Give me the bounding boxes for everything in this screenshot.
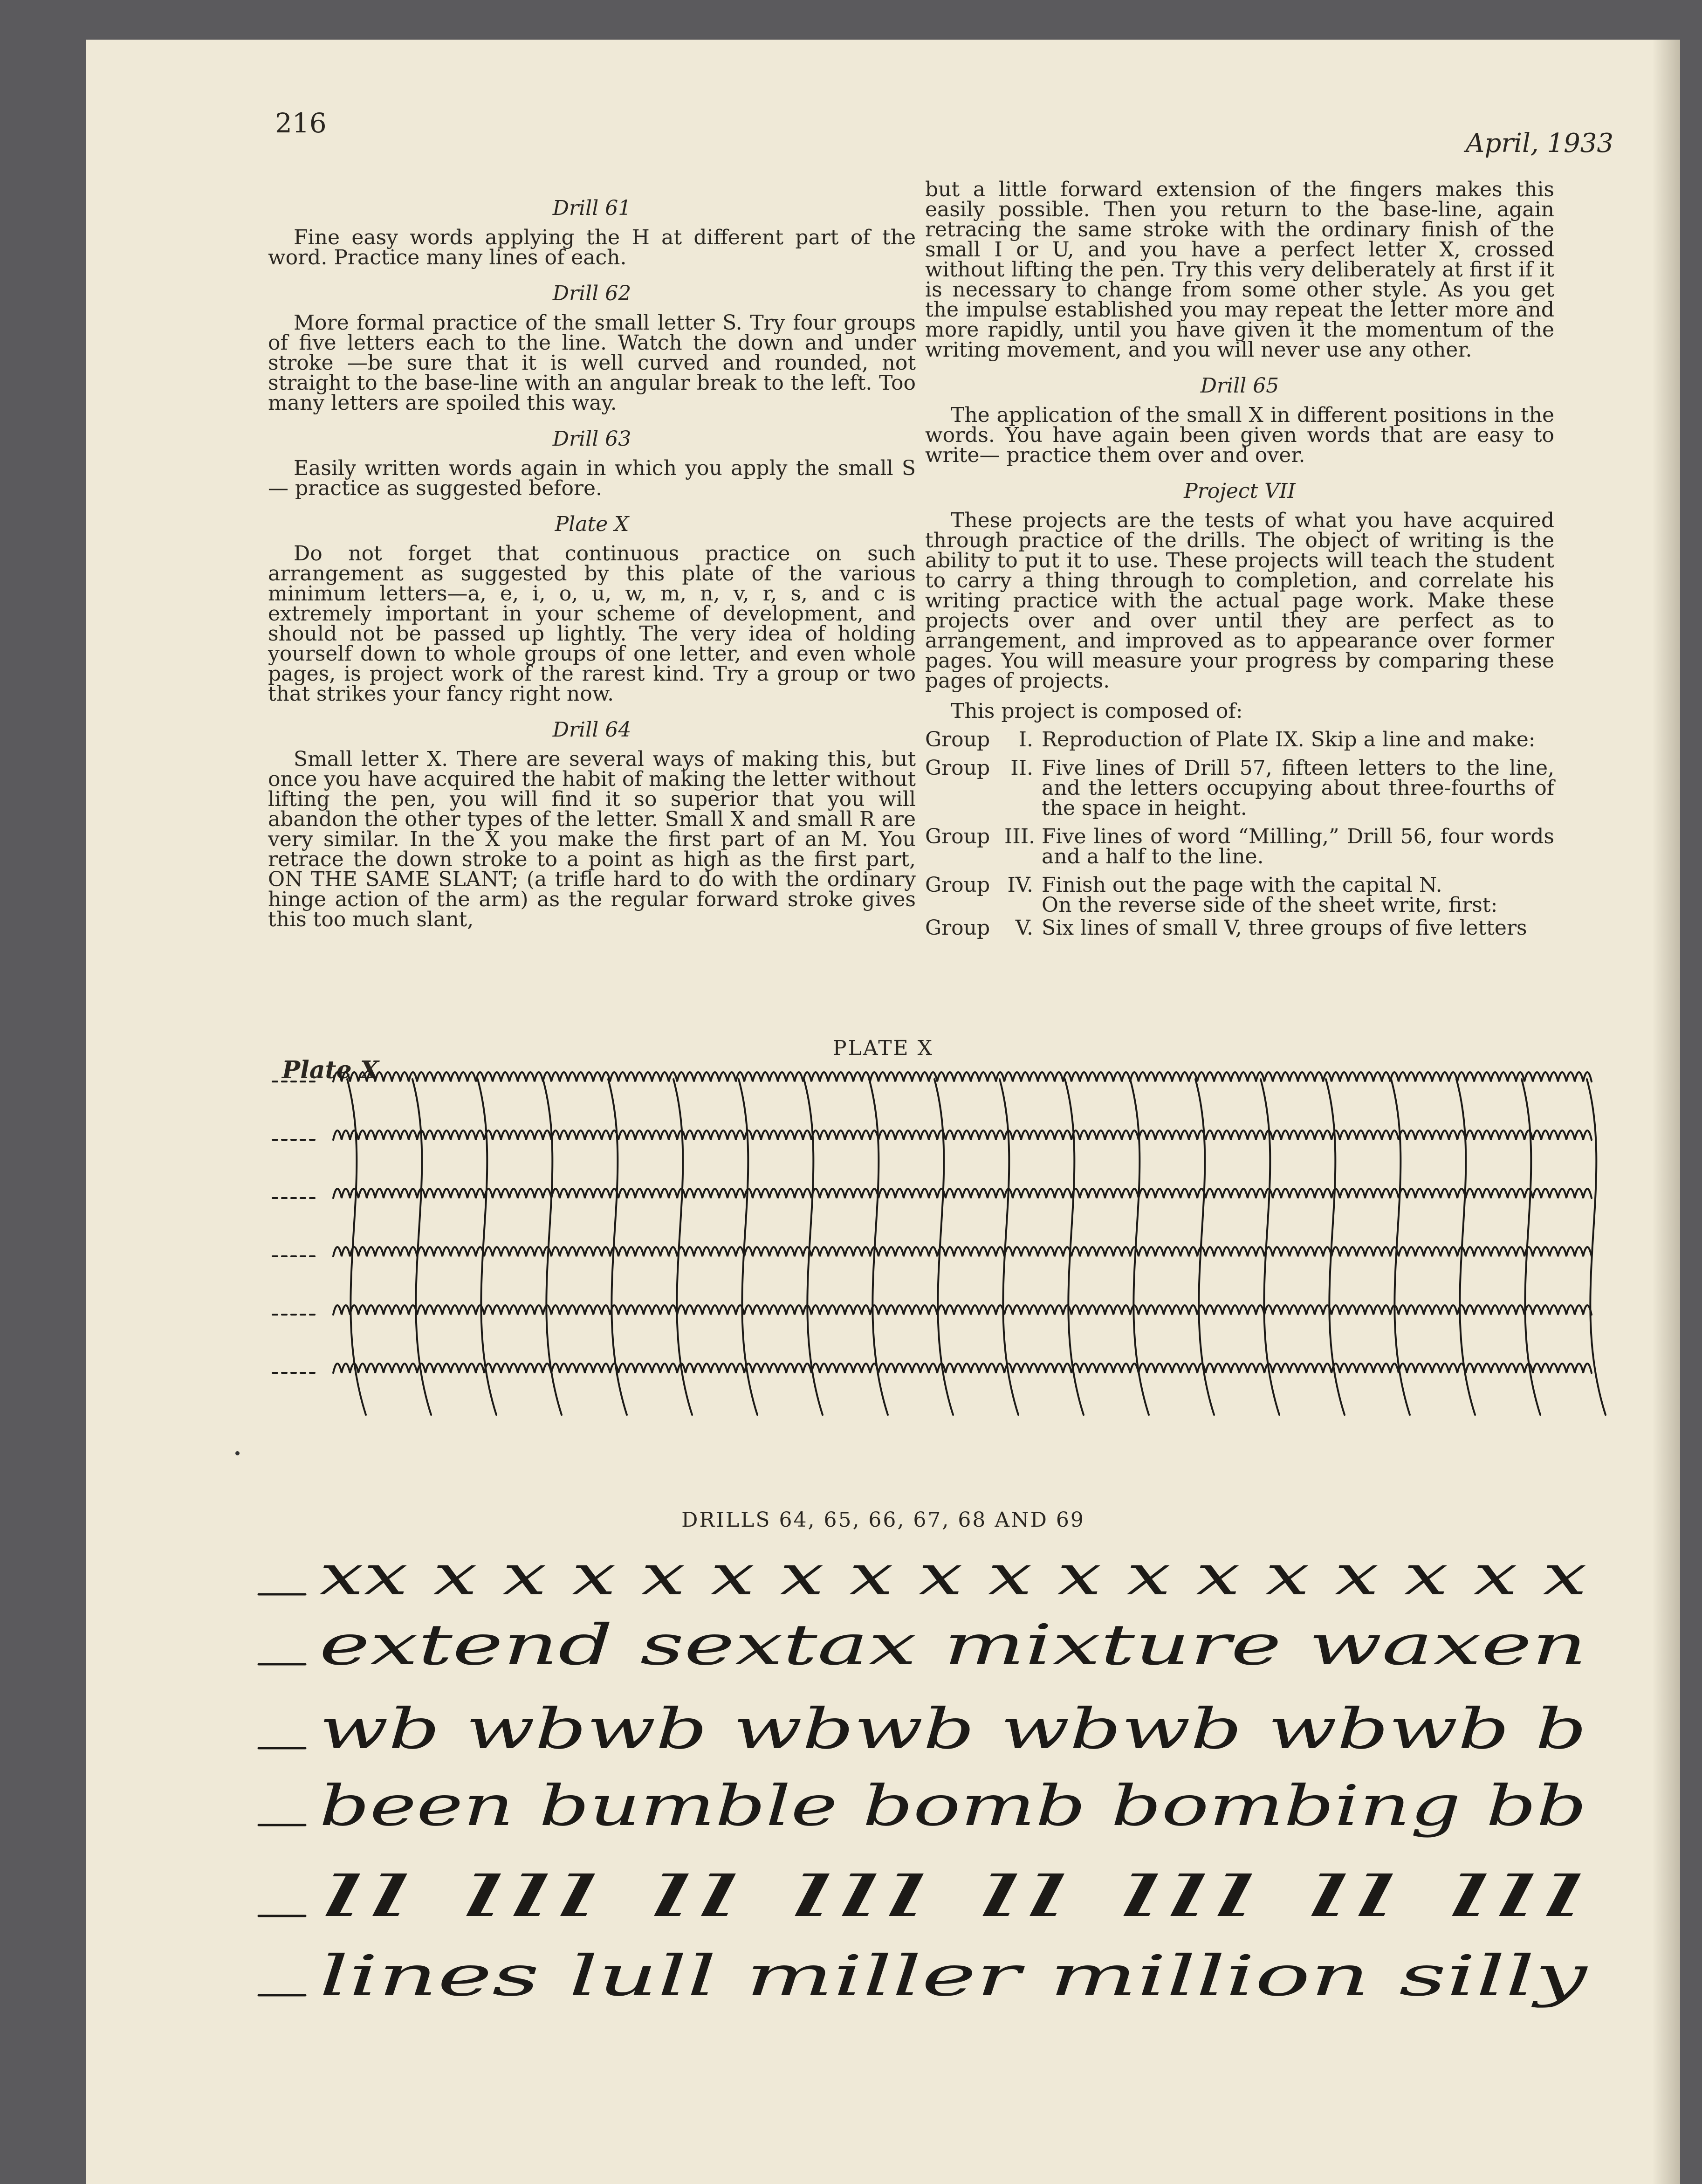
magazine-page [86, 40, 1680, 2184]
group-number: I. [1018, 728, 1033, 751]
plate-handwritten-label: Plate X [282, 1056, 379, 1084]
project-vii-heading: Project VII [1184, 479, 1296, 503]
script-drill-line: extend sextax mixture waxen [319, 1613, 1587, 1678]
reverse-side-line: On the reverse side of the sheet write, first: [1042, 893, 1498, 917]
drill-62-heading: Drill 62 [552, 282, 631, 305]
group-text: Five lines of word “Milling,” Drill 56, four words and a half to the line. [1042, 825, 1554, 868]
drill-63-heading: Drill 63 [552, 427, 631, 451]
script-drills [86, 40, 1680, 2184]
drill-64-heading: Drill 64 [552, 718, 631, 742]
group-label: Group [925, 916, 990, 940]
script-drill-line: lines lull miller million silly [319, 1944, 1589, 2009]
group-text: Six lines of small V, three groups of five letters [1042, 916, 1527, 940]
group-label: Group [925, 825, 990, 848]
group-label: Group [925, 756, 990, 780]
group-text: Reproduction of Plate IX. Skip a line and make: [1042, 728, 1536, 751]
drill-62-text: More formal practice of the small letter S. Try four groups of five letters each to the line. Watch the down and under stroke —be sure that it is well curved and rounded, not straight to the base-line with an angular break to the left. Too many letters are spoiled this way. [268, 311, 916, 415]
drills-caption: DRILLS 64, 65, 66, 67, 68 AND 69 [681, 1508, 1085, 1532]
drill-64-continuation: but a little forward extension of the fingers makes this easily possible. Then you return to the base-line, again retracing the same stroke with the ordinary finish of the small I or U, and you have a perfect letter X, crossed without lifting the pen. Try this very deliberately at first if it is necessary to change from some other style. As you get the impulse established you may repeat the letter more and more rapidly, until you have given it the momentum of the writing movement, and you will never use any other. [925, 178, 1554, 362]
group-label: Group [925, 728, 990, 751]
script-drill-line: ll lll ll lll ll lll ll lll [319, 1865, 1587, 1929]
drill-65-text: The application of the small X in different positions in the words. You have again been given words that are easy to write— practice them over and over. [925, 403, 1554, 467]
issue-date: April, 1933 [1466, 128, 1613, 158]
drill-64-text: Small letter X. There are several ways of making this, but once you have acquired the habit of making the letter without lifting the pen, you will find it so superior that you will abandon the other types of the letter. Small X and small R are very similar. In the X you make the first part of an M. You retrace the down stroke to a point as high as the first part, ON THE SAME SLANT; (a trifle hard to do with the ordinary hinge action of the arm) as the regular forward stroke gives this too much slant, [268, 747, 916, 931]
composed-of-line: This project is composed of: [951, 699, 1243, 723]
group-label: Group [925, 873, 990, 897]
plate-x-text: Do not forget that continuous practice on such arrangement as suggested by this plate of the various minimum letters—a, e, i, o, u, w, m, n, v, r, s, and c is extremely important in your scheme of development, and should not be passed up lightly. The very idea of holding yourself down to whole groups of one letter, and even whole pages, is project work of the rarest kind. Try a group or two that strikes your fancy right now. [268, 542, 916, 706]
plate-caption: PLATE X [833, 1036, 933, 1060]
drill-63-text: Easily written words again in which you apply the small S— practice as suggested before. [268, 456, 916, 500]
script-drill-line: wb wbwb wbwb wbwb wbwb b [319, 1697, 1587, 1762]
drill-61-text: Fine easy words applying the H at different part of the word. Practice many lines of each. [268, 226, 916, 269]
script-drill-line: xx x x x x x x x x x x x x x x x x x [319, 1543, 1587, 1608]
page-number: 216 [275, 107, 327, 139]
group-text: Finish out the page with the capital N. [1042, 873, 1442, 897]
group-number: IV. [1007, 873, 1033, 897]
drill-65-heading: Drill 65 [1200, 374, 1279, 398]
plate-x-heading: Plate X [555, 512, 629, 536]
project-vii-text: These projects are the tests of what you have acquired through practice of the drills. The object of writing is the ability to put it to use. These projects will teach the student to carry a thing through to completion, and correlate his writing practice with the actual page work. Make these projects over and over until they are perfect as to arrangement, and improved as to appearance over former pages. You will measure your progress by comparing these pages of projects. [925, 509, 1554, 693]
group-number: V. [1015, 916, 1033, 940]
group-text: Five lines of Drill 57, fifteen letters to the line, and the letters occupying about three-fourths of the space in height. [1042, 756, 1554, 820]
drill-61-heading: Drill 61 [552, 196, 631, 220]
group-number: III. [1004, 825, 1036, 848]
group-number: II. [1010, 756, 1033, 780]
script-drill-line: been bumble bomb bombing bb [319, 1774, 1587, 1839]
